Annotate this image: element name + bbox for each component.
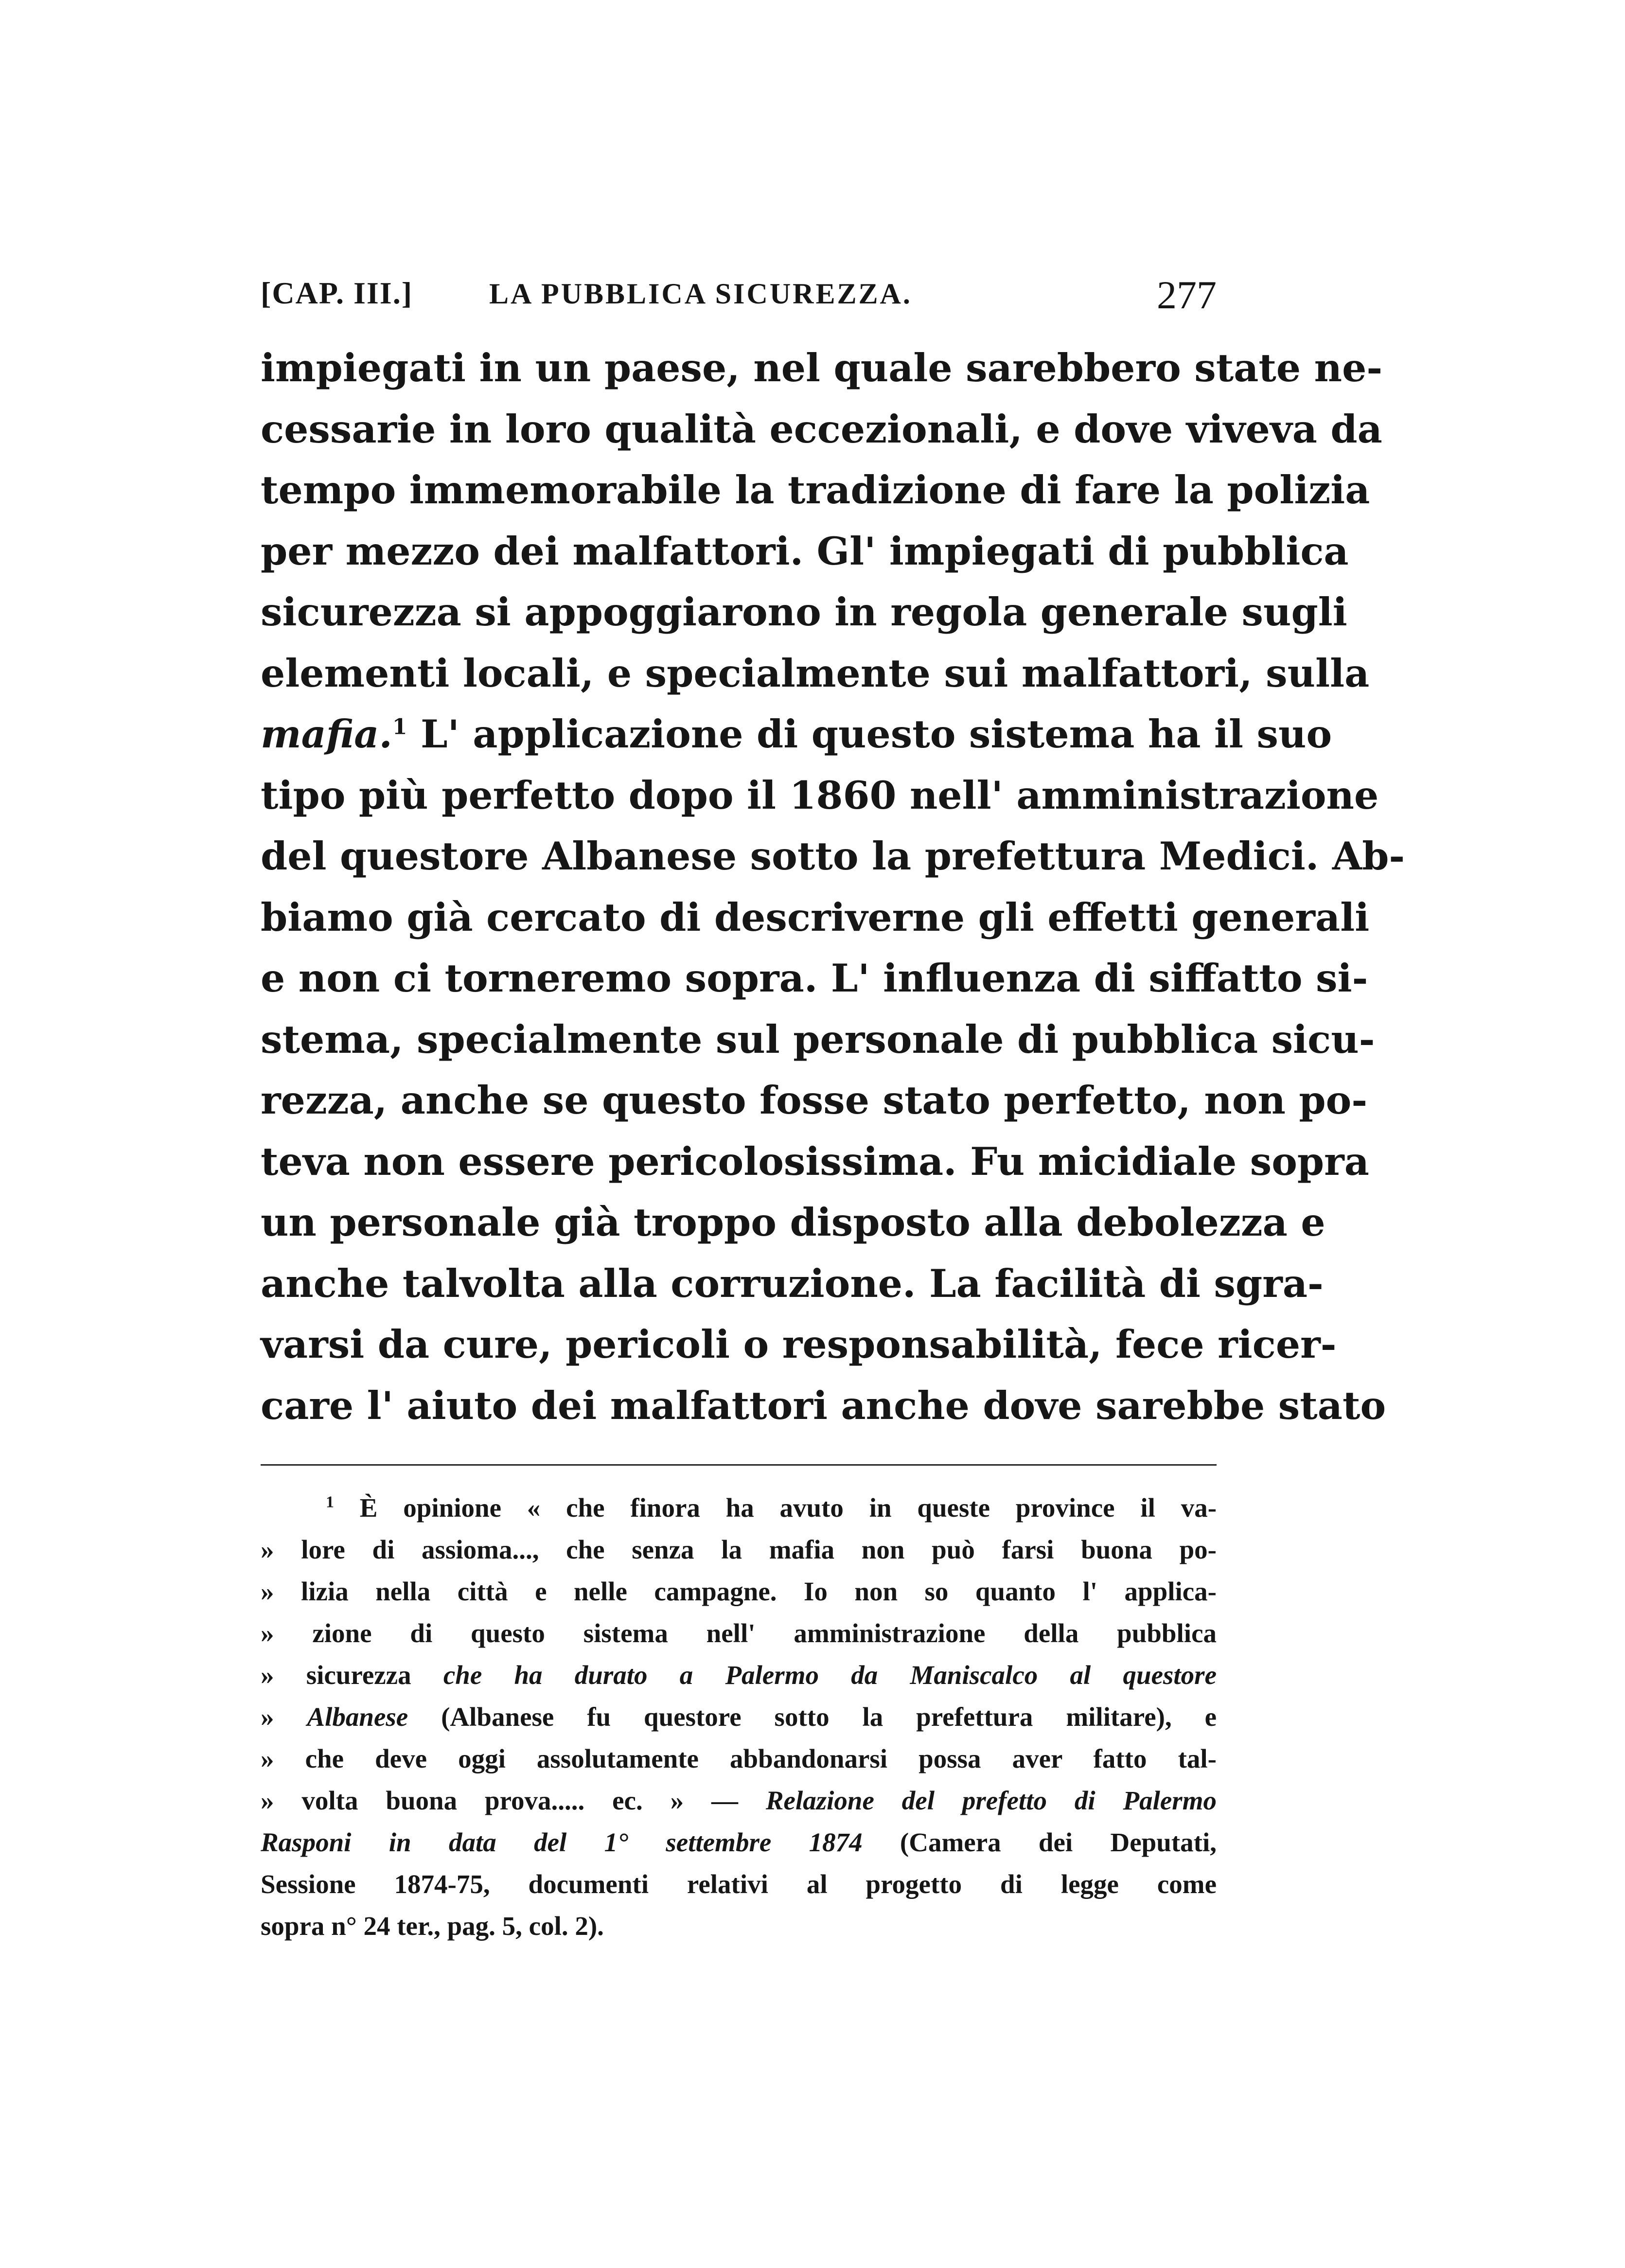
footnote-reference: 1 xyxy=(392,714,407,740)
footnote-line xyxy=(261,1822,1217,1863)
running-head xyxy=(261,272,1217,331)
text-line: sicurezza si appoggiarono in regola generale sugli xyxy=(261,589,1347,635)
footnote-text: (Albanese fu questore sotto la prefettura militare), e xyxy=(408,1702,1217,1732)
body-text xyxy=(261,337,1405,1436)
footnote-italic: Relazione del prefetto di Palermo xyxy=(765,1786,1217,1815)
text-line: teva non essere pericolosissima. Fu micidiale sopra xyxy=(261,1138,1369,1184)
italic-term: mafia. xyxy=(261,711,392,757)
footnote-text: » xyxy=(261,1702,307,1732)
footnote-text: » sicurezza xyxy=(261,1660,443,1690)
text-line: e non ci torneremo sopra. L' influenza di siffatto si- xyxy=(261,956,1368,1001)
text-line: del questore Albanese sotto la prefettura Medici. Ab- xyxy=(261,833,1405,879)
text-line: rezza, anche se questo fosse stato perfetto, non po- xyxy=(261,1078,1368,1123)
footnote xyxy=(261,1487,1217,1947)
footnote-text: È opinione « che finora ha avuto in queste province il va- xyxy=(359,1493,1217,1523)
footnote-marker: 1 xyxy=(326,1493,334,1511)
footnote-italic: Rasponi in data del 1° settembre 1874 xyxy=(261,1827,863,1857)
text-line: stema, specialmente sul personale di pubblica sicu- xyxy=(261,1016,1375,1062)
book-page xyxy=(261,272,1405,1947)
footnote-line xyxy=(261,1487,1217,1529)
text-line-with-footnote-ref xyxy=(261,704,1332,765)
footnote-line xyxy=(261,1780,1217,1822)
footnote-line: sopra n° 24 ter., pag. 5, col. 2). xyxy=(261,1911,604,1941)
footnote-line xyxy=(261,1654,1217,1696)
footnote-line: » zione di questo sistema nell' amministrazione della pubblica xyxy=(261,1618,1217,1648)
text-line: varsi da cure, pericoli o responsabilità, fece ricer- xyxy=(261,1322,1337,1367)
text-line: elementi locali, e specialmente sui malfattori, sulla xyxy=(261,650,1370,696)
footnote-text: » volta buona prova..... ec. » — xyxy=(261,1786,766,1815)
text-line: tipo più perfetto dopo il 1860 nell' amministrazione xyxy=(261,772,1379,818)
footnote-separator xyxy=(261,1464,1217,1466)
text-line: biamo già cercato di descriverne gli effetti generali xyxy=(261,894,1370,940)
footnote-italic: che ha durato a Palermo da Maniscalco al questore xyxy=(443,1660,1217,1690)
footnote-line: » lore di assioma..., che senza la mafia non può farsi buona po- xyxy=(261,1535,1217,1564)
text-line: anche talvolta alla corruzione. La facilità di sgra- xyxy=(261,1260,1324,1306)
text-line: per mezzo dei malfattori. Gl' impiegati di pubblica xyxy=(261,528,1349,574)
running-title: LA PUBBLICA SICUREZZA. xyxy=(489,278,912,310)
page-number: 277 xyxy=(1157,273,1217,317)
text-line: tempo immemorabile la tradizione di fare la polizia xyxy=(261,467,1370,513)
footnote-italic: Albanese xyxy=(307,1702,408,1732)
text-line: care l' aiuto dei malfattori anche dove sarebbe stato xyxy=(261,1382,1386,1428)
chapter-label: [CAP. III.] xyxy=(261,276,413,310)
text-segment: L' applicazione di questo sistema ha il suo xyxy=(407,711,1332,757)
footnote-line: » che deve oggi assolutamente abbandonarsi possa aver fatto tal- xyxy=(261,1744,1217,1773)
footnote-line: Sessione 1874-75, documenti relativi al progetto di legge come xyxy=(261,1869,1217,1899)
footnote-line xyxy=(261,1696,1217,1738)
text-line: impiegati in un paese, nel quale sarebbero state ne- xyxy=(261,345,1383,390)
footnote-text: (Camera dei Deputati, xyxy=(862,1827,1217,1857)
text-line: cessarie in loro qualità eccezionali, e dove viveva da xyxy=(261,406,1382,452)
footnote-line: » lizia nella città e nelle campagne. Io non so quanto l' applica- xyxy=(261,1577,1217,1606)
text-line: un personale già troppo disposto alla debolezza e xyxy=(261,1200,1325,1245)
